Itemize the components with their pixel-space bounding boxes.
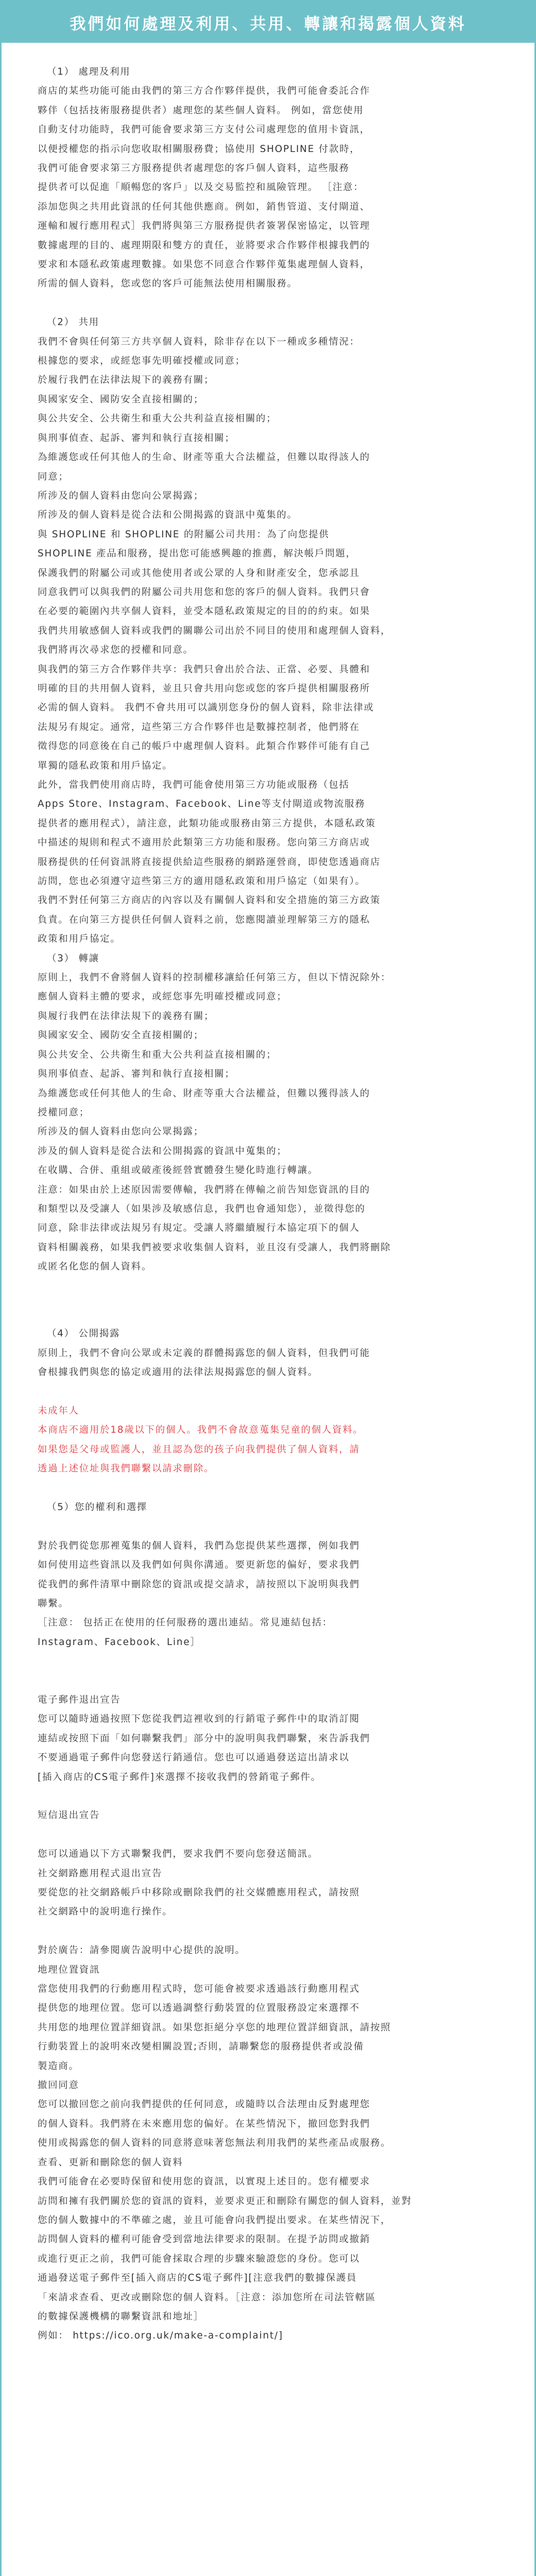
text-line: SHOPLINE 產品和服務，提出您可能感興趣的推薦，解決帳戶問題， bbox=[38, 548, 356, 560]
text-line: 授權同意； bbox=[38, 1107, 90, 1118]
text-line: 要求和本隱私政策處理數據。如果您不同意合作夥伴蒐集處理個人資料， bbox=[38, 259, 371, 270]
text-line: 原則上，我們不會將個人資料的控制權移讓給任何第三方，但以下情況除外： bbox=[38, 972, 391, 984]
text-line: 自動支付功能時，我們可能會要求第三方支付公司處理您的值用卡資訊， bbox=[38, 124, 371, 135]
text-line: 如何使用這些資訊以及我們如何與你溝通。要更新您的偏好，要求我們 bbox=[38, 1560, 360, 1571]
text-line: 與刑事偵查、起訴、審判和執行直接相關； bbox=[38, 1069, 235, 1080]
text-line: 在必要的範圍內共享個人資料，並受本隱私政策規定的目的的約束。如果 bbox=[38, 606, 371, 617]
section-heading-processing: （1） 處理及利用 bbox=[47, 66, 131, 77]
text-line: 涉及的個人資料是從合法和公開揭露的資訊中蒐集的； bbox=[38, 1145, 287, 1157]
text-line: 從我們的郵件清單中刪除您的資訊或提交請求，請按照以下說明與我們 bbox=[38, 1579, 360, 1590]
text-line: 運輸和履行應用程式］我們將與第三方服務提供者簽署保密協定，以管理 bbox=[38, 221, 371, 232]
text-line: 連結或按照下面「如何聯繫我們」部分中的說明與我們聯繫，來告訴我們 bbox=[38, 1733, 371, 1744]
text-line: 查看、更新和刪除您的個人資料 bbox=[38, 2157, 183, 2168]
text-line: Instagram、Facebook、Line］ bbox=[38, 1636, 201, 1648]
text-line: 聯繫。 bbox=[38, 1598, 69, 1609]
text-line: 與 SHOPLINE 和 SHOPLINE 的附屬公司共用：為了向您提供 bbox=[38, 529, 330, 540]
text-line: 提供者可以促進「順暢您的客戶」以及交易監控和風險管理。 ［注意： bbox=[38, 182, 364, 193]
section-heading-email-optout: 電子郵件退出宣告 bbox=[38, 1694, 121, 1705]
section-minors bbox=[38, 1420, 504, 1478]
text-line: 會根據我們與您的協定或適用的法律法規揭露您的個人資料。 bbox=[38, 1367, 319, 1378]
text-line: 我們可能會在必要時保留和使用您的資訊，以實現上述目的。您有權要求 bbox=[38, 2176, 371, 2188]
text-line: 要從您的社交網路帳戶中移除或刪除我們的社交媒體應用程式，請按照 bbox=[38, 1887, 360, 1899]
text-line: 我們將再次尋求您的授權和同意。 bbox=[38, 645, 194, 656]
section-disclosure bbox=[38, 1344, 504, 1382]
text-line: 政策和用戶協定。 bbox=[38, 934, 121, 945]
text-line: 與履行我們在法律法規下的義務有關； bbox=[38, 1010, 215, 1022]
text-line: 注意：如果由於上述原因需要傳輸，我們將在傳輸之前告知您資訊的目的 bbox=[38, 1184, 371, 1195]
text-line: 與國家安全、國防安全直接相關的； bbox=[38, 1030, 204, 1041]
section-rights bbox=[38, 1536, 504, 1652]
text-line: 與公共安全、公共衛生和重大公共利益直接相關的； bbox=[38, 413, 277, 425]
text-line: 您的個人數據中的不準確之處，並且可能會向我們提出要求。在某些情況下， bbox=[38, 2214, 391, 2226]
text-line: 訪問，您也必須遵守這些第三方的適用隱私政策和用戶協定（如果有）。 bbox=[38, 876, 366, 887]
text-line: 和類型以及受讓人（如果涉及敏感信息，我們也會通知您），並徵得您的 bbox=[38, 1203, 366, 1214]
section-heading-disclosure: （4） 公開揭露 bbox=[47, 1328, 120, 1340]
text-line: 同意我們可以與我們的附屬公司共用您和您的客戶的個人資料。我們只會 bbox=[38, 586, 371, 598]
text-line: 所涉及的個人資料是從合法和公開揭露的資訊中蒐集的。 bbox=[38, 510, 298, 521]
page-title: 我們如何處理及利用、共用、轉讓和揭露個人資料 bbox=[70, 14, 466, 33]
text-line: 撤回同意 bbox=[38, 2080, 79, 2091]
text-line: 行動裝置上的說明來改變相關設置;否則，請聯繫您的服務提供者或設備 bbox=[38, 2041, 364, 2053]
text-line: 應個人資料主體的要求，或經您事先明確授權或同意； bbox=[38, 991, 287, 1003]
text-line: 與國家安全、國防安全直接相關的； bbox=[38, 394, 204, 405]
text-line: 夥伴（包括技術服務提供者）處理您的某些個人資料。 例如，當您使用 bbox=[38, 105, 364, 116]
text-line: 我們可能會要求第三方服務提供者處理您的客戶個人資料，這些服務 bbox=[38, 163, 350, 174]
text-line: 的數據保護機構的聯繫資訊和地址］ bbox=[38, 2311, 204, 2322]
section-heading-social-optout: 社交網路應用程式退出宣告 bbox=[38, 1868, 163, 1879]
section-email-optout bbox=[38, 1709, 504, 1787]
text-line: 透過上述位址與我們聯繫以請求刪除。 bbox=[38, 1463, 215, 1475]
text-line: 的個人資料。我們將在未來應用您的偏好。在某些情況下，撤回您對我們 bbox=[38, 2118, 371, 2129]
text-line: 當您使用我們的行動應用程式時，您可能會被要求透過該行動應用程式 bbox=[38, 1984, 360, 1995]
text-line: ［注意： 包括正在使用的任何服務的選出連結。常見連結包括： bbox=[38, 1617, 333, 1629]
title-bar bbox=[2, 2, 534, 43]
text-line: 負責。在向第三方提供任何個人資料之前，您應閱讀並理解第三方的隱私 bbox=[38, 914, 371, 925]
text-line: 保護我們的附屬公司或其他使用者或公眾的人身和財產安全，您承認且 bbox=[38, 567, 360, 579]
text-line: 服務提供的任何資訊將直接提供給這些服務的網路運營商，即使您透過商店 bbox=[38, 856, 381, 868]
section-heading-sharing: （2） 共用 bbox=[47, 317, 99, 328]
text-line: 您可以撤回您之前向我們提供的任何同意，或隨時以合法理由反對處理您 bbox=[38, 2099, 371, 2110]
text-line: 於履行我們在法律法規下的義務有關； bbox=[38, 375, 215, 386]
text-line: 以便授權您的指示向您收取相關服務費；協使用 SHOPLINE 付款時， bbox=[38, 143, 360, 155]
section-processing bbox=[38, 81, 504, 293]
section-heading-transfer: （3） 轉讓 bbox=[47, 953, 99, 964]
text-line: 我們共用敏感個人資料或我們的關聯公司出於不同目的使用和處理個人資料， bbox=[38, 625, 391, 636]
text-line: 使用或揭露您的個人資料的同意將意味著您無法利用我們的某些產品或服務。 bbox=[38, 2138, 391, 2149]
text-line: 與公共安全、公共衛生和重大公共利益直接相關的； bbox=[38, 1049, 277, 1060]
text-line: [插入商店的CS電子郵件]來選擇不接收我們的營銷電子郵件。 bbox=[38, 1771, 321, 1783]
text-line: 不要通過電子郵件向您發送行銷通信。您也可以通過發送這出請求以 bbox=[38, 1752, 350, 1764]
text-line: 您可以通過以下方式聯繫我們，要求我們不要向您發送簡訊。 bbox=[38, 1849, 319, 1860]
section-heading-minors: 未成年人 bbox=[38, 1405, 79, 1416]
text-line: 或匿名化您的個人資料。 bbox=[38, 1261, 152, 1273]
text-line: 通過發送電子郵件至[插入商店的CS電子郵件][注意我們的數據保護員 bbox=[38, 2273, 357, 2284]
text-line: 所涉及的個人資料由您向公眾揭露； bbox=[38, 490, 204, 501]
text-line: 製造商。 bbox=[38, 2060, 79, 2072]
section-geolocation-consent-access bbox=[38, 1941, 504, 2346]
text-line: 徵得您的同意後在自己的帳戶中處理個人資料。此類合作夥伴可能有自己 bbox=[38, 741, 371, 752]
text-line: 您可以隨時通過按照下您從我們這裡收到的行銷電子郵件中的取消訂閱 bbox=[38, 1714, 360, 1725]
text-line: 在收購、合併、重組或破產後經營實體發生變化時進行轉讓。 bbox=[38, 1165, 319, 1176]
text-line: 社交網路中的說明進行操作。 bbox=[38, 1906, 173, 1918]
text-line: 訪問個人資料的權利可能會受到當地法律要求的限制。在提予訪問或撤銷 bbox=[38, 2234, 371, 2245]
text-line: 提供您的地理位置。您可以透過調整行動裝置的位置服務設定來選擇不 bbox=[38, 2003, 360, 2014]
text-line: 根據您的要求，或經您事先明確授權或同意； bbox=[38, 355, 246, 367]
text-line: 添加您與之共用此資訊的任何其他供應商。例如，銷售管道、支付閘道、 bbox=[38, 201, 371, 212]
text-line: 資料相關義務，如果我們被要求收集個人資料，並且沒有受讓人，我們將刪除 bbox=[38, 1242, 391, 1253]
section-social-optout bbox=[38, 1883, 504, 1922]
text-line: 本商店不適用於18歲以下的個人。我們不會故意蒐集兒童的個人資料。 bbox=[38, 1425, 364, 1436]
text-line: 單獨的隱私政策和用戶協定。 bbox=[38, 760, 173, 771]
text-line: 所涉及的個人資料由您向公眾揭露； bbox=[38, 1126, 204, 1138]
text-line: 對於廣告：請參閱廣告說明中心提供的說明。 bbox=[38, 1945, 246, 1956]
text-line: 地理位置資訊 bbox=[38, 1964, 100, 1975]
text-line: 共用您的地理位置詳細資訊。如果您拒絕分享您的地理位置詳細資訊，請按照 bbox=[38, 2022, 391, 2033]
text-line: 法規另有規定。通常，這些第三方合作夥伴也是數據控制者，他們將在 bbox=[38, 721, 360, 733]
text-line: 數據處理的目的、處理期限和雙方的責任，並將要求合作夥伴根據我們的 bbox=[38, 240, 371, 251]
text-line: 同意； bbox=[38, 471, 69, 482]
text-line: Apps Store、Instagram、Facebook、Line等支付閘道或物流服務 bbox=[38, 799, 366, 810]
text-line: 此外，當我們使用商店時，我們可能會使用第三方功能或服務（包括 bbox=[38, 779, 350, 791]
text-line: 所需的個人資料，您或您的客戶可能無法使用相關服務。 bbox=[38, 278, 298, 290]
text-line: 例如： https://ico.org.uk/make-a-complaint/] bbox=[38, 2330, 283, 2342]
text-line: 與我們的第三方合作夥伴共享：我們只會出於合法、正當、必要、具體和 bbox=[38, 664, 371, 675]
text-line: 原則上，我們不會向公眾或未定義的群體揭露您的個人資料，但我們可能 bbox=[38, 1347, 371, 1359]
text-line: 與刑事偵查、起訴、審判和執行直接相關； bbox=[38, 432, 235, 444]
text-line: 如果您是父母或監護人，並且認為您的孩子向我們提供了個人資料，請 bbox=[38, 1444, 360, 1455]
document-body bbox=[38, 62, 504, 2346]
text-line: 我們不會與任何第三方共享個人資料，除非存在以下一種或多種情況： bbox=[38, 336, 360, 347]
text-line: 或進行更正之前，我們可能會採取合理的步驟來驗證您的身份。您可以 bbox=[38, 2253, 360, 2264]
text-line: 提供者的應用程式），請注意，此類功能或服務由第三方提供，本隱私政策 bbox=[38, 818, 376, 829]
section-heading-rights: （5）您的權利和選擇 bbox=[47, 1501, 148, 1513]
text-line: 中描述的規則和程式不適用於此類第三方功能和服務。您向第三方商店或 bbox=[38, 837, 371, 849]
section-heading-sms-optout: 短信退出宣告 bbox=[38, 1810, 100, 1821]
text-line: 為維護您或任何其他人的生命、財產等重大合法權益，但難以獲得該人的 bbox=[38, 1088, 371, 1099]
text-line: 訪問和擁有我們關於您的資訊的資料，並要求更正和刪除有關您的個人資料，並對 bbox=[38, 2195, 412, 2207]
text-line: 對於我們從您那裡蒐集的個人資料，我們為您提供某些選擇，例如我們 bbox=[38, 1540, 360, 1551]
text-line: 我們不對任何第三方商店的內容以及有關個人資料和安全措施的第三方政策 bbox=[38, 895, 381, 906]
text-line: 商店的某些功能可能由我們的第三方合作夥伴提供，我們可能會委託合作 bbox=[38, 86, 371, 97]
text-line: 必需的個人資料。 我們不會共用可以識別您身份的個人資料，除非法律或 bbox=[38, 702, 374, 714]
section-sharing bbox=[38, 332, 504, 949]
text-line: 同意，除非法律或法規另有規定。受讓人將繼續履行本協定項下的個人 bbox=[38, 1223, 360, 1234]
section-transfer bbox=[38, 968, 504, 1277]
section-sms-optout bbox=[38, 1844, 504, 1863]
text-line: 為維護您或任何其他人的生命、財產等重大合法權益，但難以取得該人的 bbox=[38, 452, 371, 463]
text-line: 「來請求查看、更改或刪除您的個人資料。［注意：添加您所在司法管轄區 bbox=[38, 2292, 376, 2303]
text-line: 明確的目的共用個人資料，並且只會共用向您或您的客戶提供相關服務所 bbox=[38, 683, 371, 694]
